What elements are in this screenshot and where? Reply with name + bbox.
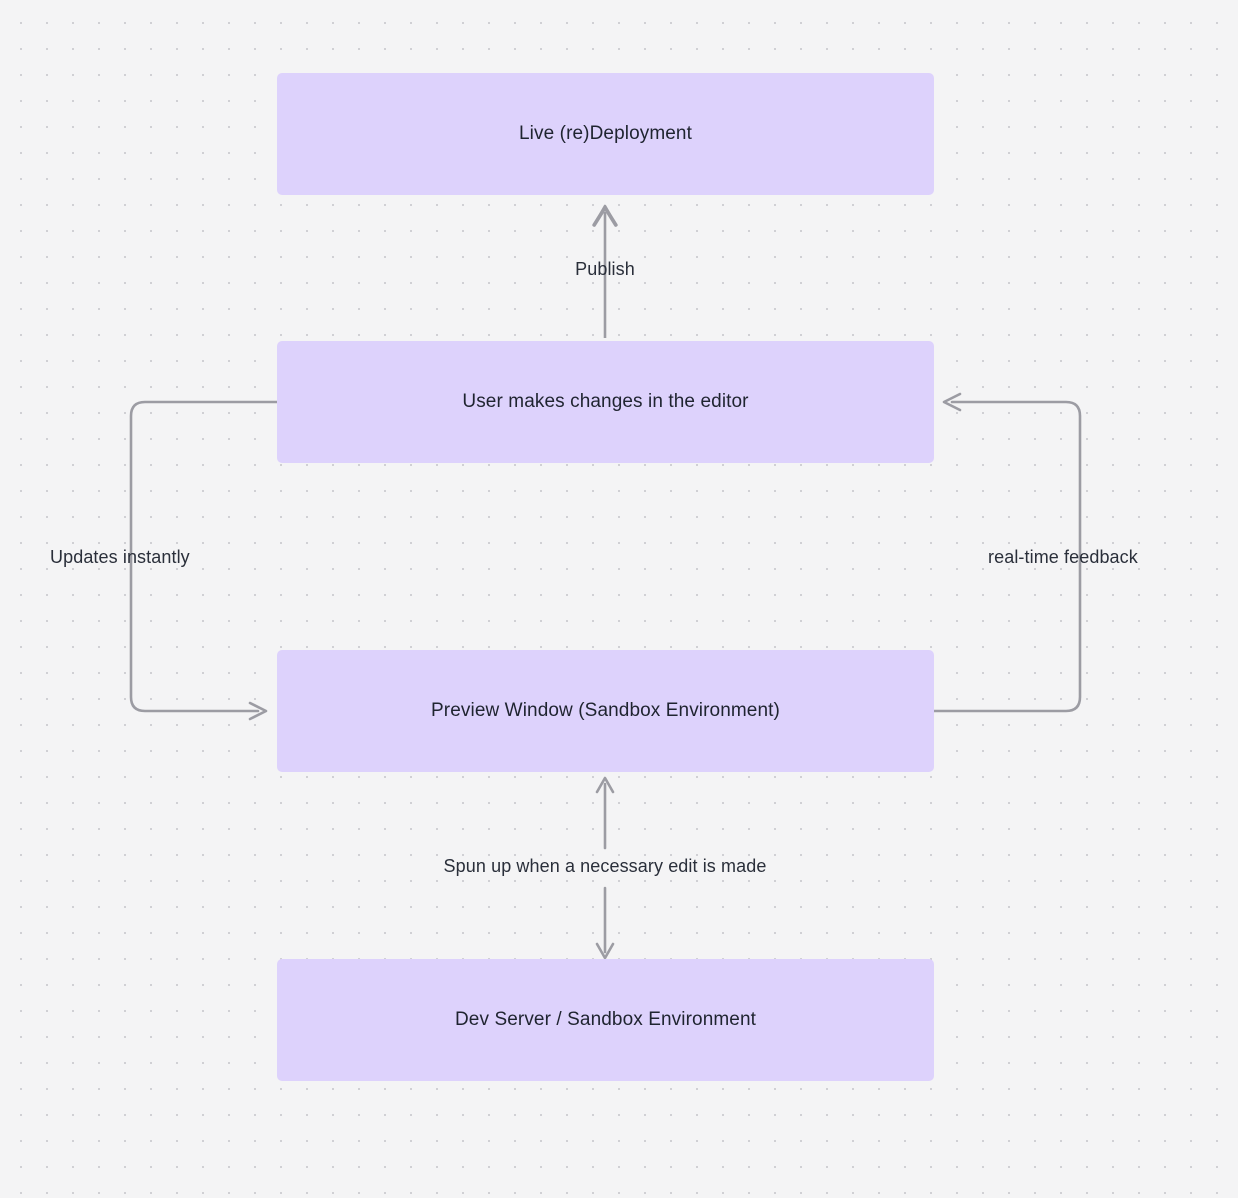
node-user-makes-changes[interactable] (277, 341, 934, 463)
node-label: Preview Window (Sandbox Environment) (431, 699, 780, 721)
edge-label-publish: Publish (575, 259, 635, 279)
node-label: Live (re)Deployment (519, 122, 692, 144)
node-dev-server[interactable] (277, 959, 934, 1081)
edge-label-spun-up: Spun up when a necessary edit is made (443, 856, 767, 876)
edge-label-updates-instantly: Updates instantly (50, 547, 190, 567)
node-label: User makes changes in the editor (462, 390, 749, 412)
edge-label-real-time-feedback: real-time feedback (988, 547, 1138, 567)
node-preview-window[interactable] (277, 650, 934, 772)
node-live-redeployment[interactable] (277, 73, 934, 195)
node-label: Dev Server / Sandbox Environment (454, 1008, 756, 1030)
